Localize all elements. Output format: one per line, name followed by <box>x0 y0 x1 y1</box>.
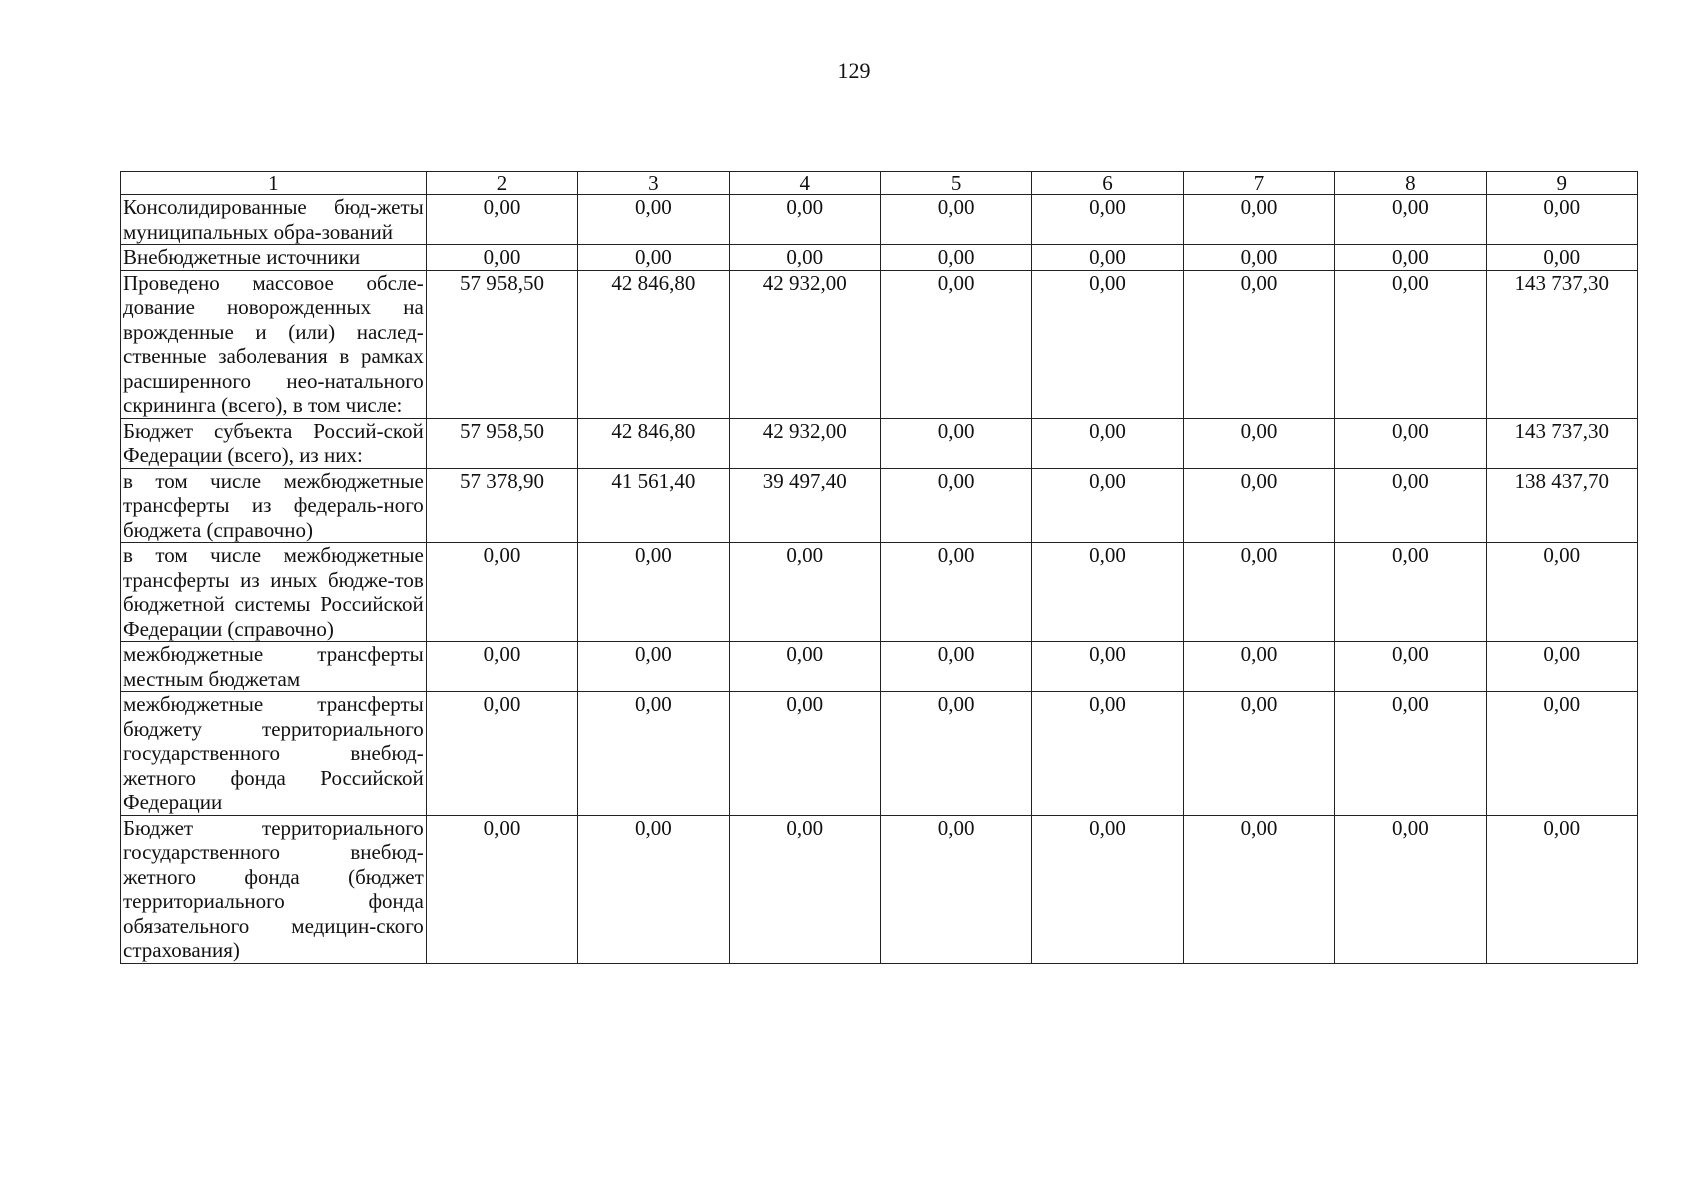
value-cell: 0,00 <box>1335 468 1486 543</box>
value-cell: 0,00 <box>1183 418 1334 468</box>
value-cell: 0,00 <box>426 245 577 271</box>
value-cell: 0,00 <box>1032 543 1183 642</box>
value-cell: 0,00 <box>578 692 729 816</box>
value-cell: 0,00 <box>1032 468 1183 543</box>
value-cell: 0,00 <box>1032 692 1183 816</box>
value-cell: 0,00 <box>1032 418 1183 468</box>
column-header: 3 <box>578 172 729 195</box>
value-cell: 0,00 <box>1486 195 1637 245</box>
value-cell: 0,00 <box>1335 418 1486 468</box>
column-header: 4 <box>729 172 880 195</box>
value-cell: 57 958,50 <box>426 270 577 418</box>
value-cell: 0,00 <box>880 815 1031 963</box>
table-row <box>121 270 1638 418</box>
value-cell: 0,00 <box>578 815 729 963</box>
table-row <box>121 642 1638 692</box>
value-cell: 0,00 <box>880 468 1031 543</box>
value-cell: 0,00 <box>880 245 1031 271</box>
value-cell: 0,00 <box>426 642 577 692</box>
value-cell: 0,00 <box>1183 642 1334 692</box>
value-cell: 0,00 <box>1183 468 1334 543</box>
value-cell: 0,00 <box>729 815 880 963</box>
value-cell: 0,00 <box>1335 815 1486 963</box>
value-cell: 0,00 <box>880 642 1031 692</box>
value-cell: 0,00 <box>1335 245 1486 271</box>
value-cell: 42 932,00 <box>729 270 880 418</box>
value-cell: 0,00 <box>880 543 1031 642</box>
value-cell: 0,00 <box>729 642 880 692</box>
row-label: в том числе межбюджетные трансферты из федераль-ного бюджета (справочно) <box>121 468 427 543</box>
table-row <box>121 468 1638 543</box>
table-row <box>121 815 1638 963</box>
value-cell: 0,00 <box>880 270 1031 418</box>
value-cell: 0,00 <box>1335 692 1486 816</box>
row-label: Консолидированные бюд-жеты муниципальных обра-зований <box>121 195 427 245</box>
value-cell: 143 737,30 <box>1486 418 1637 468</box>
value-cell: 0,00 <box>1032 195 1183 245</box>
value-cell: 42 932,00 <box>729 418 880 468</box>
value-cell: 0,00 <box>1486 245 1637 271</box>
row-label: межбюджетные трансферты бюджету территориального государственного внебюд-жетного фонда Российской Федерации <box>121 692 427 816</box>
table-row <box>121 418 1638 468</box>
value-cell: 0,00 <box>1335 642 1486 692</box>
row-label: Проведено массовое обсле-дование новорожденных на врожденные и (или) наслед-ственные заболевания в рамках расширенного нео-натального скрининга (всего), в том числе: <box>121 270 427 418</box>
value-cell: 0,00 <box>1183 195 1334 245</box>
value-cell: 0,00 <box>1183 692 1334 816</box>
value-cell: 0,00 <box>880 195 1031 245</box>
value-cell: 0,00 <box>1486 642 1637 692</box>
value-cell: 0,00 <box>1486 815 1637 963</box>
value-cell: 0,00 <box>426 195 577 245</box>
column-header: 6 <box>1032 172 1183 195</box>
value-cell: 0,00 <box>1183 270 1334 418</box>
table-row <box>121 543 1638 642</box>
row-label: Внебюджетные источники <box>121 245 427 271</box>
value-cell: 0,00 <box>729 195 880 245</box>
budget-table <box>120 171 1638 964</box>
value-cell: 0,00 <box>426 692 577 816</box>
value-cell: 0,00 <box>1032 245 1183 271</box>
value-cell: 0,00 <box>1032 270 1183 418</box>
value-cell: 0,00 <box>578 245 729 271</box>
column-header: 7 <box>1183 172 1334 195</box>
value-cell: 0,00 <box>1335 543 1486 642</box>
value-cell: 0,00 <box>729 245 880 271</box>
value-cell: 0,00 <box>426 543 577 642</box>
value-cell: 0,00 <box>426 815 577 963</box>
table-row <box>121 195 1638 245</box>
table-row <box>121 692 1638 816</box>
value-cell: 0,00 <box>1183 245 1334 271</box>
column-header: 1 <box>121 172 427 195</box>
value-cell: 138 437,70 <box>1486 468 1637 543</box>
row-label: Бюджет территориального государственного внебюд-жетного фонда (бюджет территориального фонда обязательного медицин-ского страхования) <box>121 815 427 963</box>
column-header: 9 <box>1486 172 1637 195</box>
value-cell: 57 378,90 <box>426 468 577 543</box>
value-cell: 0,00 <box>1183 815 1334 963</box>
column-header: 5 <box>880 172 1031 195</box>
value-cell: 0,00 <box>578 543 729 642</box>
value-cell: 0,00 <box>1335 270 1486 418</box>
row-label: межбюджетные трансферты местным бюджетам <box>121 642 427 692</box>
value-cell: 0,00 <box>1183 543 1334 642</box>
column-header: 8 <box>1335 172 1486 195</box>
value-cell: 42 846,80 <box>578 418 729 468</box>
value-cell: 0,00 <box>880 418 1031 468</box>
table-row <box>121 245 1638 271</box>
column-number-row <box>121 172 1638 195</box>
value-cell: 0,00 <box>1486 692 1637 816</box>
column-header: 2 <box>426 172 577 195</box>
value-cell: 0,00 <box>578 642 729 692</box>
value-cell: 0,00 <box>1486 543 1637 642</box>
value-cell: 0,00 <box>1032 642 1183 692</box>
value-cell: 0,00 <box>1335 195 1486 245</box>
value-cell: 0,00 <box>578 195 729 245</box>
value-cell: 143 737,30 <box>1486 270 1637 418</box>
row-label: в том числе межбюджетные трансферты из иных бюдже-тов бюджетной системы Российской Федерации (справочно) <box>121 543 427 642</box>
value-cell: 41 561,40 <box>578 468 729 543</box>
value-cell: 0,00 <box>729 692 880 816</box>
value-cell: 39 497,40 <box>729 468 880 543</box>
value-cell: 0,00 <box>1032 815 1183 963</box>
value-cell: 57 958,50 <box>426 418 577 468</box>
row-label: Бюджет субъекта Россий-ской Федерации (всего), из них: <box>121 418 427 468</box>
page-number: 129 <box>837 58 871 83</box>
value-cell: 0,00 <box>880 692 1031 816</box>
table-body <box>121 195 1638 964</box>
value-cell: 42 846,80 <box>578 270 729 418</box>
value-cell: 0,00 <box>729 543 880 642</box>
